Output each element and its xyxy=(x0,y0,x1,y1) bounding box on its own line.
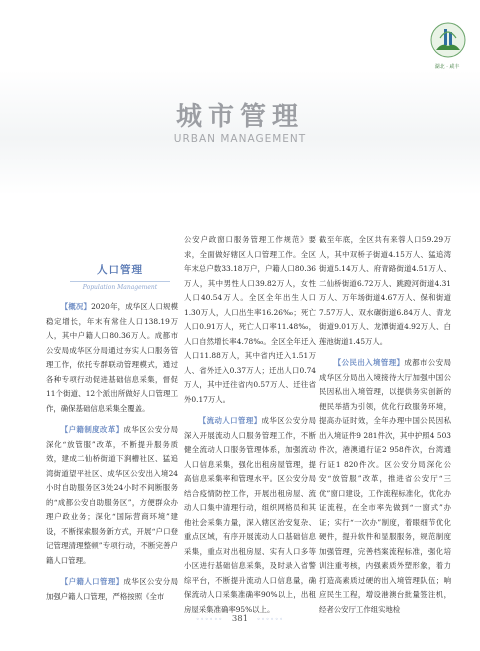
section-title: 人口管理 xyxy=(97,264,143,276)
text-column-3 xyxy=(319,233,451,617)
paragraph-text: 2020年，成华区人口规模稳定增长，年末有常住人口138.19万人，其中户籍人口80.36万人。成都市公安局成华区分局通过夯实人口服务管理工作，依托专群联动管理模式，通过各种专项行动促进基础信息采集，督促11个街道、12个派出所做好人口管理工作，确保基础信息采集全覆盖。 xyxy=(46,302,178,413)
paragraph xyxy=(46,575,178,604)
logo-caption: 湖北 · 咸丰 xyxy=(434,64,460,70)
page-title: 城市管理 xyxy=(175,102,304,132)
paragraph xyxy=(184,414,316,617)
page-subtitle: URBAN MANAGEMENT xyxy=(173,133,307,145)
text-column-2 xyxy=(184,233,316,617)
page-footer xyxy=(0,614,480,624)
paragraph xyxy=(319,233,451,349)
city-logo-icon xyxy=(428,20,468,66)
text-column-1 xyxy=(46,300,178,604)
paragraph xyxy=(319,356,451,617)
paragraph-text: 成都市公安局成华区分局出入境接待大厅加强中国公民因私出入境管理，以提供务实创新的便民举措为引领，优化行政服务环境，提高办证时效，全年办理中国公民因私出入境证件9 281件次，其中护照4 503件次，港澳通行证2 958件次，台湾通行证1 820件次。区公安分局深化公安“放管服”改革，推进省公安厅“三优”窗口建设，工作流程标准化，优化办证流程，在全市率先做到“一窗式”办证；实行“一次办”制度，着眼细节优化硬件，提升软件和显服服务，规范制度加强管理，完善档案流程标准，强化培训注重考核，内强素质外塑形象，着力打造高素质过硬的出入境管理队伍；响应民生工程，增设港澳台批量签注机，经者公安厅工作组实地检 xyxy=(319,358,451,614)
paragraph-text: 成华区公安分局深入开展流动人口服务管理工作，不断健全流动人口服务管理体系，加强流动人口信息采集，强化出租房屋管理，提高信息采集率和管理水平。区公安分局结合疫情防控工作，开展出租房屋、流动人口集中清理行动，组织网格员和其他社会采集力量，深入辖区治安复杂、重点区域，有序开展流动人口基础信息采集，重点对出租房屋、实有人口多等小区进行基础信息采集，及时录入省警综平台，不断提升流动人口信息量，确保流动人口采集准确率90%以上，出租房屋采集准确率95%以上。 xyxy=(184,416,316,614)
paragraph-text: 公安户政窗口服务管理工作规范》要求，全面做好辖区人口管理工作。全区年末总户数33.18万户，户籍人口80.36万人，其中男性人口39.82万人，女性人口40.54万人。全区全年出生人口1.30万人，人口出生率16.26‰；死亡人口0.91万人，死亡人口率11.48‰，人口自然增长率4.78‰。全区全年迁入人口11.88万人，其中省内迁入1.51万人、省外迁入0.37万人；迁出人口0.74万人，其中迁往省内0.57万人、迁往省外0.17万人。 xyxy=(184,235,316,404)
paragraph-text: 成华区公安分局深化“放管服”改革，不断提升服务质效，建成二仙桥街道下涧槽社区、猛追湾街道望平社区、成华区公安出入境24小时自助服务区3处24小时不间断服务的“成都公安自助服务区”，方便群众办理户政业务；深化“国际营商环境”建设，不断探索服务新方式，开展“户口登记管理清理整顿”专项行动，不断完善户籍人口管理。 xyxy=(46,425,178,565)
page-number: 381 xyxy=(231,614,249,624)
paragraph xyxy=(46,423,178,568)
paragraph-tag: 【概况】 xyxy=(60,302,92,311)
footer-dots-left: ◦◦◦◦◦◦ xyxy=(195,616,224,623)
footer-dots-right: ◦◦◦◦◦◦ xyxy=(256,616,285,623)
section-subtitle: Population Management xyxy=(70,281,170,291)
paragraph xyxy=(184,233,316,407)
paragraph-tag: 【户籍人口管理】 xyxy=(60,577,124,586)
paragraph-tag: 【公民出入境管理】 xyxy=(333,358,405,367)
paragraph-text: 截至年底，全区共有来蓉人口59.29万人，其中双桥子街道4.15万人、猛追湾街道5.14万人、府青路街道4.51万人、二仙桥街道6.72万人、跳蹬河街道4.31万人、万年场街道4.67万人、保和街道7.57万人、双水碾街道6.84万人、青龙街道9.01万人、龙潭街道4.92万人、白莲池街道1.45万人。 xyxy=(319,235,451,346)
paragraph-tag: 【流动人口管理】 xyxy=(198,416,262,425)
paragraph-tag: 【户籍制度改革】 xyxy=(60,425,124,434)
paragraph xyxy=(46,300,178,416)
section-heading xyxy=(70,262,170,291)
paragraph-text: 成华区公安分局加强户籍人口管理，严格按照《全市 xyxy=(46,577,178,601)
